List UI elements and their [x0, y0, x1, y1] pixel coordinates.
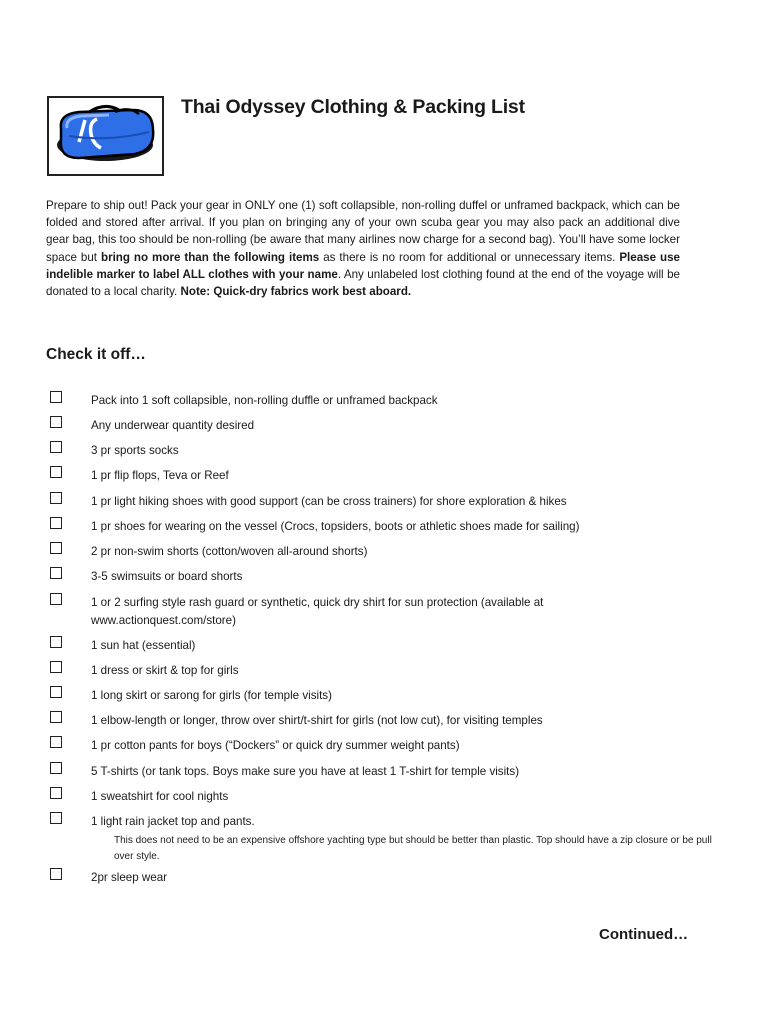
checkbox[interactable]	[50, 517, 62, 529]
checkbox[interactable]	[50, 736, 62, 748]
page-title: Thai Odyssey Clothing & Packing List	[181, 96, 525, 118]
checkbox[interactable]	[50, 661, 62, 673]
intro-text: Prepare to ship out! Pack your gear in ONLY one (1) soft collapsible, non-rolling duffel or unframed backpack, which can be folded and stored after arrival. If you plan on bringing any of your own scuba gear you may also pack an additional dive gear bag, this too should be non-rolling (be aware that many airlines now charge for a second bag). You’ll have some locker space but	[46, 199, 680, 264]
checkbox[interactable]	[50, 542, 62, 554]
checkbox[interactable]	[50, 492, 62, 504]
checkbox[interactable]	[50, 391, 62, 403]
intro-text: as there is no room for additional or unnecessary items.	[319, 250, 620, 264]
intro-paragraph	[46, 197, 680, 300]
checkbox[interactable]	[50, 686, 62, 698]
checklist-item-label: 1 pr flip flops, Teva or Reef	[91, 469, 229, 482]
checklist-item-label: 1 pr light hiking shoes with good support (can be cross trainers) for shore exploration & hikes	[91, 495, 567, 508]
checklist-item-label: 1 sun hat (essential)	[91, 639, 196, 652]
checklist-item-label: 1 pr shoes for wearing on the vessel (Crocs, topsiders, boots or athletic shoes made for sailing)	[91, 520, 580, 533]
checkbox[interactable]	[50, 812, 62, 824]
checkbox[interactable]	[50, 711, 62, 723]
intro-emphasis: Note: Quick-dry fabrics work best aboard.	[180, 285, 412, 299]
continued-label: Continued…	[599, 926, 689, 943]
checkbox[interactable]	[50, 868, 62, 880]
checklist-item-label: 1 sweatshirt for cool nights	[91, 790, 229, 803]
checklist-item-label: 1 elbow-length or longer, throw over shirt/t-shirt for girls (not low cut), for visiting temples	[91, 714, 543, 727]
checklist-item-label: 1 light rain jacket top and pants.	[91, 815, 255, 828]
intro-emphasis: bring no more than the following items	[100, 250, 320, 264]
checklist-item-label: 1 dress or skirt & top for girls	[91, 664, 239, 677]
checklist-item-label: 2 pr non-swim shorts (cotton/woven all-around shorts)	[91, 545, 368, 558]
duffel-bag-icon	[49, 98, 162, 174]
checkbox[interactable]	[50, 466, 62, 478]
checklist-item-label: 1 or 2 surfing style rash guard or synthetic, quick dry shirt for sun protection (available at www.actionquest.com/store)	[91, 596, 544, 627]
checkbox[interactable]	[50, 636, 62, 648]
logo	[47, 96, 164, 176]
checklist-item-label: 1 pr cotton pants for boys (“Dockers” or quick dry summer weight pants)	[91, 739, 460, 752]
checklist-item-label: 5 T-shirts (or tank tops. Boys make sure you have at least 1 T-shirt for temple visits)	[91, 765, 520, 778]
checklist-item-label: 3 pr sports socks	[91, 444, 179, 457]
checkbox[interactable]	[50, 567, 62, 579]
checklist-item-label: Any underwear quantity desired	[91, 419, 255, 432]
checkbox[interactable]	[50, 762, 62, 774]
intro-text: . Any unlabeled lost clothing found at the end of the voyage will be donated to a local charity.	[46, 267, 680, 299]
checklist-item-label: 2pr sleep wear	[91, 871, 168, 884]
checkbox[interactable]	[50, 416, 62, 428]
checkbox[interactable]	[50, 593, 62, 605]
checklist-item-label: Pack into 1 soft collapsible, non-rolling duffle or unframed backpack	[91, 394, 438, 407]
checklist-item-label: 3-5 swimsuits or board shorts	[91, 570, 243, 583]
checklist-item-label: 1 long skirt or sarong for girls (for temple visits)	[91, 689, 332, 702]
checkbox[interactable]	[50, 787, 62, 799]
checklist-heading: Check it off…	[46, 346, 146, 363]
checklist-item-note: This does not need to be an expensive offshore yachting type but should be better than plastic. Top should have a zip closure or be pull over style.	[114, 835, 712, 862]
intro-emphasis: Please use indelible marker to label ALL clothes with your name	[46, 250, 680, 281]
checkbox[interactable]	[50, 441, 62, 453]
